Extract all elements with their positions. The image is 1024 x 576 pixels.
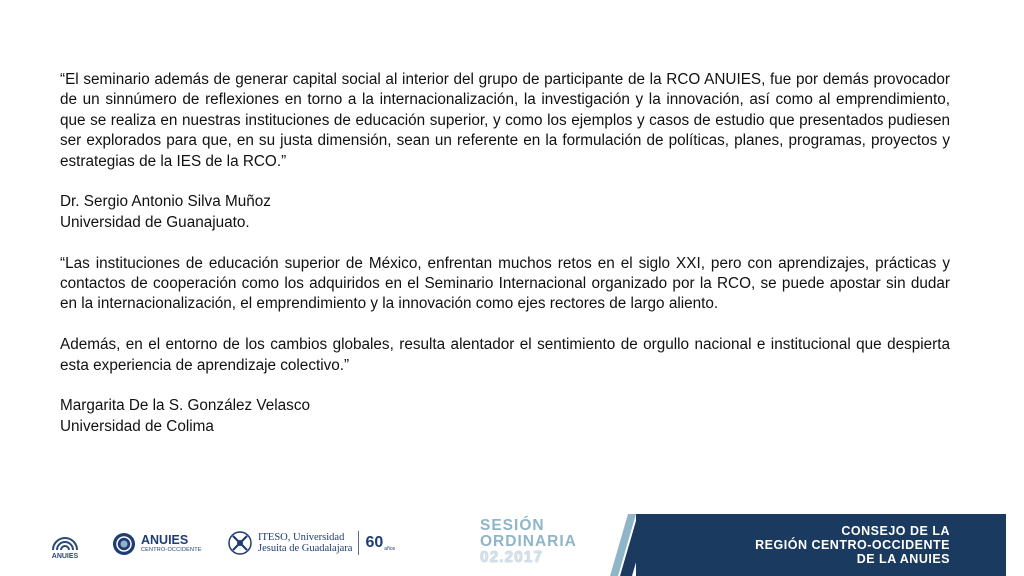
anuies-arches-icon — [50, 526, 80, 552]
anuies-co-title: ANUIES — [141, 533, 189, 547]
anuies-co-subtitle: CENTRO-OCCIDENTE — [141, 547, 202, 553]
iteso-years-label: años — [384, 546, 396, 552]
iteso-name-line1: ITESO, Universidad — [258, 531, 345, 543]
banner-line2: REGIÓN CENTRO-OCCIDENTE — [755, 538, 950, 552]
iteso-name-line2: Jesuita de Guadalajara — [258, 543, 353, 554]
quote-paragraph-1: “El seminario además de generar capital social al interior del grupo de participante de la RCO ANUIES, fue por demás provocador de un sinnúmero de reflexiones en torno a la internacionalización, la investigación y la innovación, así como al emprendimiento, que se realiza en nuestras instituciones de educación superior, y como los ejemplos y casos de estudio que presentados pudiesen ser explorados para que, en su justa dimensión, sean un referente en la formulación de políticas, planes, programas, proyectos y estrategias de la IES de la RCO.” — [60, 71, 950, 170]
quote-paragraph-3: Además, en el entorno de los cambios globales, resulta alentador el sentimiento de orgullo nacional e institucional que despierta esta experiencia de aprendizaje colectivo.” — [60, 336, 950, 374]
session-date: 02.2017 — [480, 549, 544, 566]
author-institution-1: Universidad de Guanajuato. — [60, 213, 250, 231]
author-name-1: Dr. Sergio Antonio Silva Muñoz — [60, 193, 271, 211]
anuies-circle-icon — [112, 532, 136, 556]
iteso-shield-icon — [228, 530, 252, 556]
iteso-60-years: 60 — [365, 534, 384, 551]
anuies-centro-occidente-logo — [112, 532, 202, 556]
banner-line1: CONSEJO DE LA — [841, 524, 950, 538]
anuies-logo-label: ANUIES — [51, 553, 79, 560]
footer-logos — [0, 514, 1024, 576]
council-banner — [636, 514, 1006, 576]
session-line1: SESIÓN — [480, 517, 545, 534]
slide-content — [60, 70, 950, 437]
anuies-logo — [50, 526, 80, 560]
author-institution-2: Universidad de Colima — [60, 417, 214, 435]
banner-line3: DE LA ANUIES — [856, 552, 950, 566]
quote-paragraph-2: “Las instituciones de educación superior de México, enfrentan muchos retos en el siglo XXI, pero con aprendizajes, prácticas y contactos de cooperación como los adquiridos en el Seminario Internacional organizado por la RCO, se puede apostar sin dudar en la internacionalización, el emprendimiento y la innovación como ejes rectores de largo aliento. — [60, 254, 950, 313]
session-line2: ORDINARIA — [480, 533, 577, 550]
iteso-logo — [228, 530, 395, 556]
author-name-2: Margarita De la S. González Velasco — [60, 397, 310, 415]
session-label — [480, 518, 577, 566]
